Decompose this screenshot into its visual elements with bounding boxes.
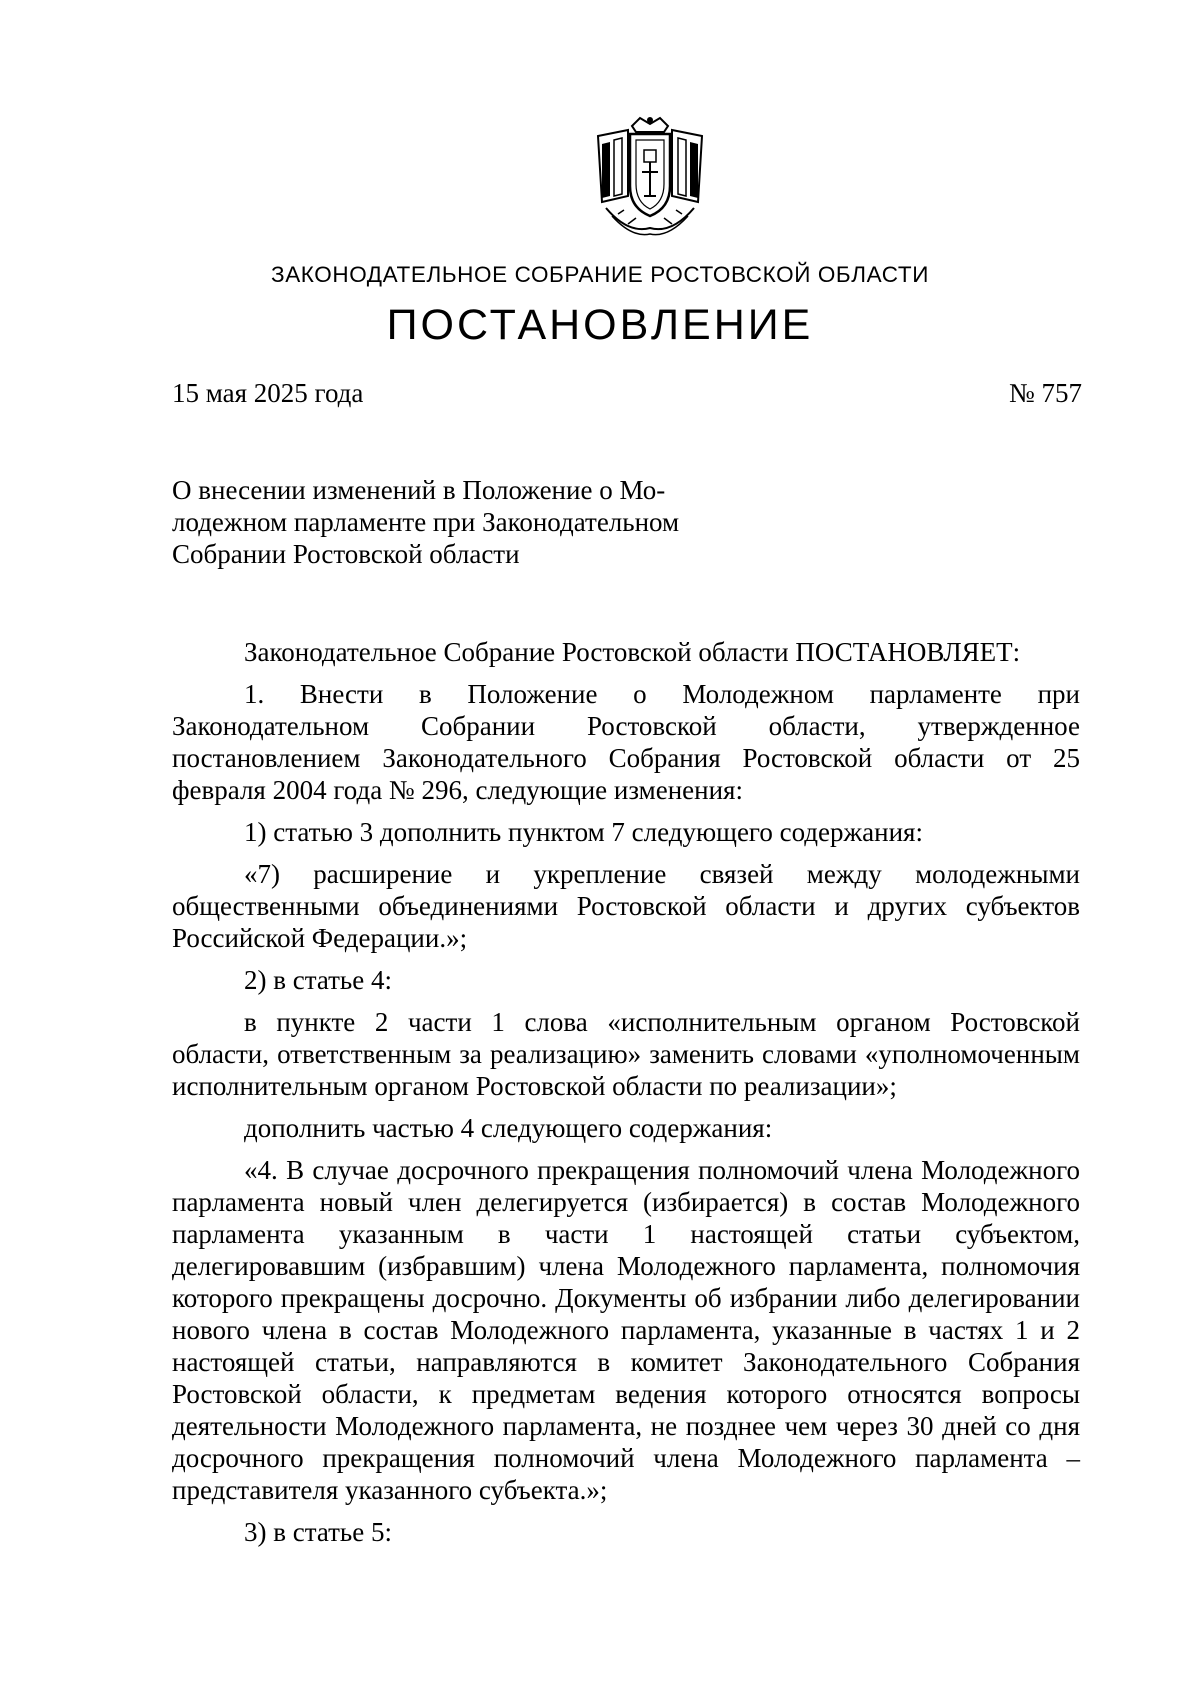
document-body bbox=[172, 636, 1080, 1558]
organization-title: ЗАКОНОДАТЕЛЬНОЕ СОБРАНИЕ РОСТОВСКОЙ ОБЛАСТИ bbox=[271, 262, 929, 287]
subject-line: О внесении изменений в Положение о Мо- bbox=[172, 475, 666, 505]
body-paragraph: Законодательное Собрание Ростовской области ПОСТАНОВЛЯЕТ: bbox=[244, 637, 1021, 667]
body-paragraph: 1. Внести в Положение о Молодежном парламенте при Законодательном Собрании Ростовской области, утвержденное постановлением Законодательного Собрания Ростовской области от 25 февраля 2004 года № 296, следующие изменения: bbox=[172, 679, 1080, 805]
body-paragraph: «7) расширение и укрепление связей между молодежными общественными объединениями Ростовской области и других субъектов Российской Федерации.»; bbox=[172, 859, 1080, 953]
coat-of-arms-emblem bbox=[588, 116, 712, 240]
document-number: № 757 bbox=[1008, 378, 1082, 408]
document-subject bbox=[172, 474, 732, 570]
body-paragraph: «4. В случае досрочного прекращения полномочий члена Молодежного парламента новый член делегируется (избирается) в состав Молодежного парламента указанным в части 1 настоящей статьи субъектом, делегировавшим (избравшим) члена Молодежного парламента, полномочия которого прекращены досрочно. Документы об избрании либо делегировании нового члена в состав Молодежного парламента, указанные в частях 1 и 2 настоящей статьи, направляются в комитет Законодательного Собрания Ростовской области, к предметам ведения которого относятся вопросы деятельности Молодежного парламента, не позднее чем через 30 дней со дня досрочного прекращения полномочий члена Молодежного парламента – представителя указанного субъекта.»; bbox=[172, 1155, 1080, 1505]
body-paragraph: в пункте 2 части 1 слова «исполнительным органом Ростовской области, ответственным за реализацию» заменить словами «уполномоченным исполнительным органом Ростовской области по реализации»; bbox=[172, 1007, 1080, 1101]
body-paragraph: 3) в статье 5: bbox=[244, 1517, 392, 1547]
document-type-title: ПОСТАНОВЛЕНИЕ bbox=[386, 301, 814, 349]
body-paragraph: 1) статью 3 дополнить пунктом 7 следующего содержания: bbox=[244, 817, 923, 847]
subject-line: Собрании Ростовской области bbox=[172, 539, 520, 569]
body-paragraph: дополнить частью 4 следующего содержания: bbox=[244, 1113, 773, 1143]
document-date: 15 мая 2025 года bbox=[172, 378, 364, 408]
body-paragraph: 2) в статье 4: bbox=[244, 965, 392, 995]
subject-line: лодежном парламенте при Законодательном bbox=[172, 507, 680, 537]
